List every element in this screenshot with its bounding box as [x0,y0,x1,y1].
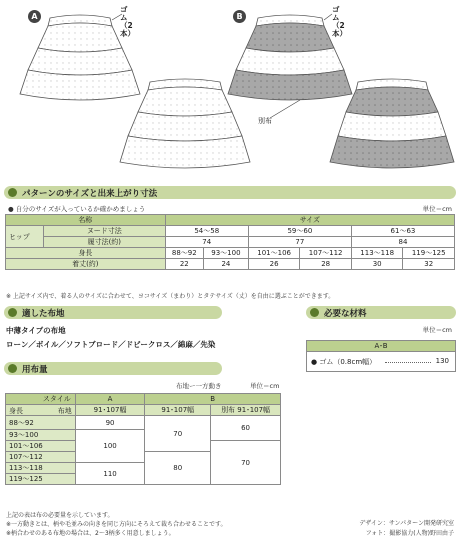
section-bullet-icon [8,188,17,197]
height-value: 113～118 [351,248,403,259]
separate-fabric-label: 別布 [258,117,272,125]
height-fabric-corner [6,405,76,416]
yardage-height: 119～125 [6,474,76,485]
section-bullet-icon [8,364,17,373]
materials-row [307,352,455,371]
nude-label: ヌード寸法 [44,226,166,237]
name-header: 名称 [6,215,166,226]
hip-label: ヒップ [6,226,44,248]
section-bullet-icon [8,308,17,317]
height-value: 119～125 [403,248,455,259]
b-value: 80 [145,452,211,485]
material-dotted-line [385,362,431,363]
nude-value: 61～63 [351,226,454,237]
elastic-label-b: ゴム（2本） [332,5,347,38]
materials-section-title: 必要な材料 [324,308,367,319]
style-b-header: B [145,394,281,405]
height-value: 101～106 [248,248,300,259]
style-a-header: A [75,394,145,405]
width-b: 91･107幅 [145,405,211,416]
separate-value: 60 [211,416,281,441]
a-value: 110 [75,463,145,485]
material-item: ● ゴム（0.8cm幅） [311,358,377,366]
yardage-section-header [4,362,222,375]
size-footnote: ※ 上記サイズ内で、着る人のサイズに合わせて、ヨコサイズ（まわり）とタテサイズ（丈）を自由に選ぶことができます。 [6,293,335,300]
materials-unit: 単位＝cm [422,326,452,334]
height-value: 93～100 [203,248,248,259]
nude-value: 54～58 [165,226,248,237]
finished-label: 履寸法(約) [44,237,166,248]
photo-credit: フォト：撮影協力(人物)野田由子 [365,530,454,537]
design-credit: デザイン：サンパターン開発研究室 [359,520,454,527]
style-label: スタイル [6,394,76,405]
height-label: 身長 [6,248,166,259]
yardage-note: 上記の表は布の必要量を示しています。 [6,512,114,519]
yardage-height: 88～92 [6,416,76,430]
width-a: 91･107幅 [75,405,145,416]
fabric-section-header [4,306,222,319]
size-unit: 単位＝cm [422,205,452,213]
finished-value: 84 [351,237,454,248]
materials-header: A･B [307,341,455,352]
a-value: 90 [75,416,145,430]
yardage-width-note: 布地ー一方動き [176,382,222,390]
a-value: 100 [75,430,145,463]
skirt-illustrations [0,0,460,183]
length-value: 32 [403,259,455,270]
length-value: 26 [248,259,300,270]
width-separate: 別布 91･107幅 [211,405,281,416]
yardage-height: 93～100 [6,430,76,441]
size-header: サイズ [165,215,454,226]
size-section-header [4,186,456,199]
height-value: 107～112 [300,248,352,259]
finished-value: 74 [165,237,248,248]
length-label: 着丈(約) [6,259,166,270]
size-section-title: パターンのサイズと出来上がり寸法 [22,188,158,199]
yardage-height: 107～112 [6,452,76,463]
material-value: 130 [435,357,449,365]
yardage-height: 113～118 [6,463,76,474]
elastic-label-a: ゴム（2本） [120,5,135,38]
length-value: 30 [351,259,403,270]
size-note: ● 自分のサイズが入っているか確かめましょう [8,205,146,213]
variant-b-badge: B [233,10,246,23]
yardage-unit: 単位＝cm [250,382,280,390]
yardage-note: ※一方動きとは、柄や毛並みの向きを同じ方向にそろえて裁ち合わせることです。 [6,521,227,528]
fabric-label: 布地 [57,407,72,415]
yardage-note: ※柄合わせのある布地の場合は、2～3柄多く用意しましょう。 [6,530,175,537]
materials-table [306,340,456,372]
yardage-height: 101～106 [6,441,76,452]
section-bullet-icon [310,308,319,317]
yardage-section-title: 用布量 [22,364,48,375]
fabric-subtitle: 中薄タイプの布地 [6,326,66,335]
b-value: 70 [145,416,211,452]
height-value: 88～92 [165,248,203,259]
length-value: 24 [203,259,248,270]
finished-value: 77 [248,237,351,248]
variant-a-badge: A [28,10,41,23]
materials-section-header [306,306,456,319]
fabric-list: ローン／ボイル／ソフトブロード／ドビークロス／綿麻／先染 [6,340,216,349]
length-value: 28 [300,259,352,270]
height-label: 身長 [9,407,23,415]
fabric-section-title: 適した布地 [22,308,65,319]
yardage-table [5,393,281,485]
nude-value: 59～60 [248,226,351,237]
size-table [5,214,455,270]
length-value: 22 [165,259,203,270]
separate-value: 70 [211,441,281,485]
